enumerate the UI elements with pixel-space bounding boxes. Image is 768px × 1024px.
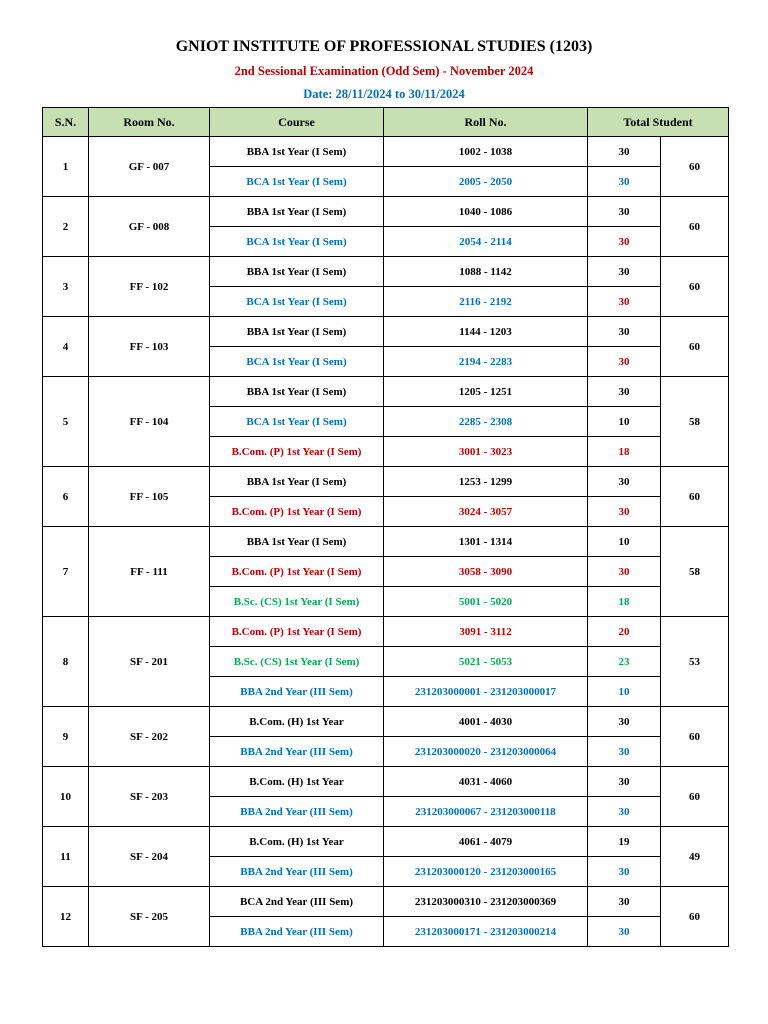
roll-number-cell: 3058 - 3090: [384, 557, 588, 587]
student-count-cell: 30: [588, 497, 661, 527]
student-count-cell: 23: [588, 647, 661, 677]
course-cell: BBA 1st Year (I Sem): [210, 527, 384, 557]
roll-number-cell: 231203000310 - 231203000369: [384, 887, 588, 917]
roll-number-cell: 231203000067 - 231203000118: [384, 797, 588, 827]
roll-number-cell: 1301 - 1314: [384, 527, 588, 557]
serial-number-cell: 12: [43, 887, 89, 947]
room-total-cell: 60: [661, 707, 729, 767]
serial-number-cell: 6: [43, 467, 89, 527]
table-row: [43, 827, 729, 857]
room-number-cell: SF - 202: [89, 707, 210, 767]
course-cell: BBA 2nd Year (III Sem): [210, 737, 384, 767]
serial-number-cell: 11: [43, 827, 89, 887]
course-cell: B.Com. (P) 1st Year (I Sem): [210, 437, 384, 467]
course-cell: BBA 2nd Year (III Sem): [210, 797, 384, 827]
seating-table: [42, 107, 729, 947]
student-count-cell: 30: [588, 737, 661, 767]
course-cell: BCA 1st Year (I Sem): [210, 227, 384, 257]
course-cell: BCA 1st Year (I Sem): [210, 167, 384, 197]
student-count-cell: 30: [588, 917, 661, 947]
page-title: GNIOT INSTITUTE OF PROFESSIONAL STUDIES (1203): [175, 38, 593, 55]
table-row: [43, 707, 729, 737]
roll-number-cell: 4001 - 4030: [384, 707, 588, 737]
roll-number-cell: 2285 - 2308: [384, 407, 588, 437]
student-count-cell: 10: [588, 407, 661, 437]
room-number-cell: SF - 205: [89, 887, 210, 947]
room-total-cell: 58: [661, 377, 729, 467]
roll-number-cell: 2194 - 2283: [384, 347, 588, 377]
student-count-cell: 18: [588, 587, 661, 617]
room-total-cell: 60: [661, 467, 729, 527]
course-cell: BBA 2nd Year (III Sem): [210, 677, 384, 707]
room-number-cell: SF - 201: [89, 617, 210, 707]
serial-number-cell: 10: [43, 767, 89, 827]
room-number-cell: FF - 103: [89, 317, 210, 377]
student-count-cell: 30: [588, 287, 661, 317]
serial-number-cell: 7: [43, 527, 89, 617]
roll-number-cell: 4031 - 4060: [384, 767, 588, 797]
course-cell: BBA 2nd Year (III Sem): [210, 917, 384, 947]
student-count-cell: 30: [588, 767, 661, 797]
room-number-cell: FF - 111: [89, 527, 210, 617]
table-row: [43, 467, 729, 497]
room-total-cell: 53: [661, 617, 729, 707]
course-cell: B.Com. (P) 1st Year (I Sem): [210, 557, 384, 587]
table-row: [43, 257, 729, 287]
course-cell: BBA 1st Year (I Sem): [210, 317, 384, 347]
course-cell: BCA 1st Year (I Sem): [210, 347, 384, 377]
roll-number-cell: 1040 - 1086: [384, 197, 588, 227]
col-header-total: Total Student: [588, 108, 729, 137]
table-row: [43, 137, 729, 167]
roll-number-cell: 3001 - 3023: [384, 437, 588, 467]
col-header-room: Room No.: [89, 108, 210, 137]
serial-number-cell: 2: [43, 197, 89, 257]
student-count-cell: 30: [588, 707, 661, 737]
roll-number-cell: 3091 - 3112: [384, 617, 588, 647]
room-total-cell: 60: [661, 317, 729, 377]
room-number-cell: FF - 104: [89, 377, 210, 467]
table-body: [43, 137, 729, 947]
course-cell: BBA 1st Year (I Sem): [210, 137, 384, 167]
course-cell: B.Com. (H) 1st Year: [210, 707, 384, 737]
serial-number-cell: 1: [43, 137, 89, 197]
col-header-course: Course: [210, 108, 384, 137]
room-total-cell: 60: [661, 887, 729, 947]
exam-dates: Date: 28/11/2024 to 30/11/2024: [303, 87, 465, 101]
room-total-cell: 58: [661, 527, 729, 617]
course-cell: BCA 1st Year (I Sem): [210, 407, 384, 437]
table-row: [43, 887, 729, 917]
col-header-roll: Roll No.: [384, 108, 588, 137]
course-cell: B.Com. (P) 1st Year (I Sem): [210, 617, 384, 647]
room-number-cell: GF - 008: [89, 197, 210, 257]
student-count-cell: 30: [588, 167, 661, 197]
student-count-cell: 30: [588, 317, 661, 347]
col-header-sn: S.N.: [43, 108, 89, 137]
course-cell: BCA 2nd Year (III Sem): [210, 887, 384, 917]
student-count-cell: 30: [588, 857, 661, 887]
table-row: [43, 767, 729, 797]
table-row: [43, 617, 729, 647]
room-number-cell: GF - 007: [89, 137, 210, 197]
roll-number-cell: 4061 - 4079: [384, 827, 588, 857]
room-number-cell: FF - 102: [89, 257, 210, 317]
student-count-cell: 30: [588, 347, 661, 377]
room-number-cell: SF - 204: [89, 827, 210, 887]
roll-number-cell: 231203000001 - 231203000017: [384, 677, 588, 707]
course-cell: BBA 1st Year (I Sem): [210, 257, 384, 287]
table-row: [43, 197, 729, 227]
student-count-cell: 30: [588, 377, 661, 407]
roll-number-cell: 2054 - 2114: [384, 227, 588, 257]
student-count-cell: 30: [588, 227, 661, 257]
course-cell: BCA 1st Year (I Sem): [210, 287, 384, 317]
student-count-cell: 30: [588, 467, 661, 497]
room-total-cell: 60: [661, 767, 729, 827]
roll-number-cell: 3024 - 3057: [384, 497, 588, 527]
roll-number-cell: 5001 - 5020: [384, 587, 588, 617]
student-count-cell: 30: [588, 887, 661, 917]
room-total-cell: 60: [661, 197, 729, 257]
course-cell: B.Com. (P) 1st Year (I Sem): [210, 497, 384, 527]
student-count-cell: 10: [588, 527, 661, 557]
course-cell: BBA 1st Year (I Sem): [210, 377, 384, 407]
serial-number-cell: 8: [43, 617, 89, 707]
room-total-cell: 49: [661, 827, 729, 887]
roll-number-cell: 2005 - 2050: [384, 167, 588, 197]
course-cell: BBA 1st Year (I Sem): [210, 467, 384, 497]
roll-number-cell: 1205 - 1251: [384, 377, 588, 407]
serial-number-cell: 9: [43, 707, 89, 767]
roll-number-cell: 231203000171 - 231203000214: [384, 917, 588, 947]
course-cell: BBA 2nd Year (III Sem): [210, 857, 384, 887]
room-total-cell: 60: [661, 137, 729, 197]
student-count-cell: 30: [588, 557, 661, 587]
student-count-cell: 19: [588, 827, 661, 857]
course-cell: B.Sc. (CS) 1st Year (I Sem): [210, 587, 384, 617]
roll-number-cell: 1253 - 1299: [384, 467, 588, 497]
table-header-row: [43, 108, 729, 137]
table-row: [43, 527, 729, 557]
course-cell: B.Com. (H) 1st Year: [210, 827, 384, 857]
serial-number-cell: 5: [43, 377, 89, 467]
serial-number-cell: 4: [43, 317, 89, 377]
course-cell: B.Com. (H) 1st Year: [210, 767, 384, 797]
student-count-cell: 18: [588, 437, 661, 467]
roll-number-cell: 231203000020 - 231203000064: [384, 737, 588, 767]
student-count-cell: 30: [588, 197, 661, 227]
exam-subtitle: 2nd Sessional Examination (Odd Sem) - November 2024: [234, 64, 534, 78]
room-number-cell: FF - 105: [89, 467, 210, 527]
room-total-cell: 60: [661, 257, 729, 317]
student-count-cell: 30: [588, 797, 661, 827]
student-count-cell: 10: [588, 677, 661, 707]
roll-number-cell: 1144 - 1203: [384, 317, 588, 347]
student-count-cell: 20: [588, 617, 661, 647]
course-cell: BBA 1st Year (I Sem): [210, 197, 384, 227]
roll-number-cell: 1002 - 1038: [384, 137, 588, 167]
roll-number-cell: 2116 - 2192: [384, 287, 588, 317]
roll-number-cell: 1088 - 1142: [384, 257, 588, 287]
student-count-cell: 30: [588, 137, 661, 167]
serial-number-cell: 3: [43, 257, 89, 317]
table-row: [43, 377, 729, 407]
roll-number-cell: 5021 - 5053: [384, 647, 588, 677]
student-count-cell: 30: [588, 257, 661, 287]
room-number-cell: SF - 203: [89, 767, 210, 827]
course-cell: B.Sc. (CS) 1st Year (I Sem): [210, 647, 384, 677]
table-row: [43, 317, 729, 347]
roll-number-cell: 231203000120 - 231203000165: [384, 857, 588, 887]
